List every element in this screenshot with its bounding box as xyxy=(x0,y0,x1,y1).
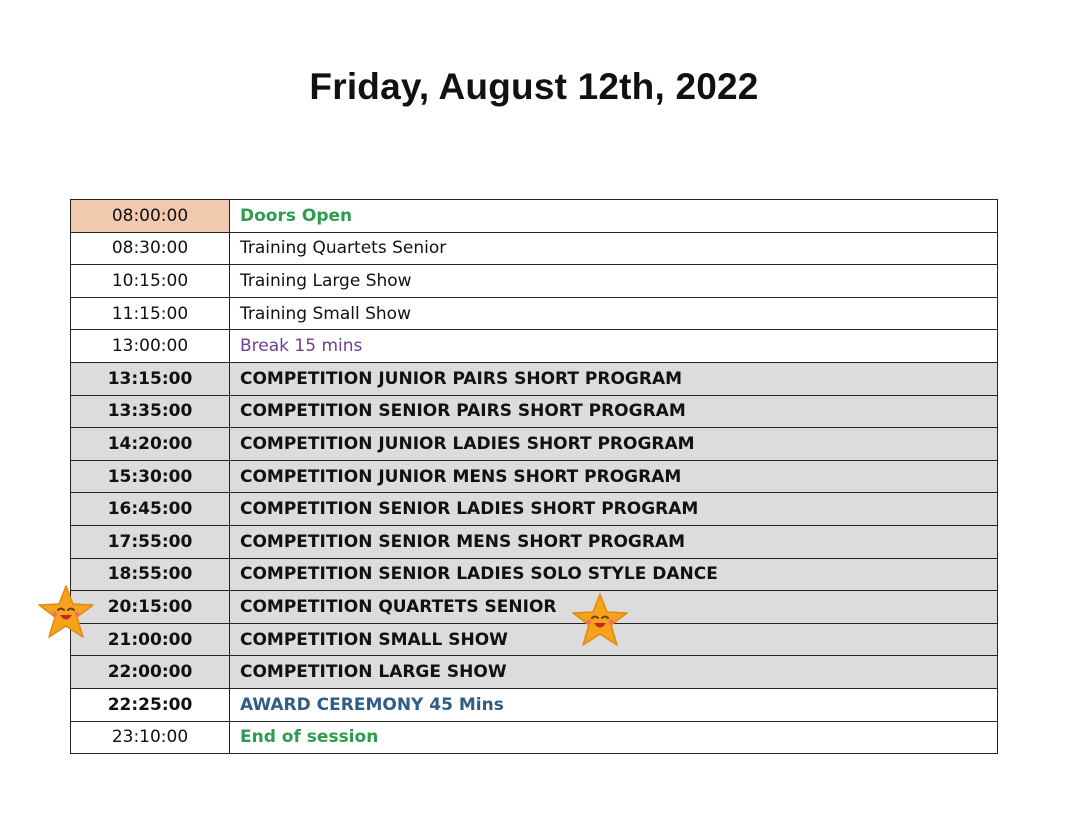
time-cell: 16:45:00 xyxy=(71,493,230,526)
time-cell: 13:35:00 xyxy=(71,395,230,428)
event-cell: COMPETITION SENIOR PAIRS SHORT PROGRAM xyxy=(230,395,998,428)
star-emoji-icon xyxy=(36,583,96,643)
page-title: Friday, August 12th, 2022 xyxy=(309,66,759,107)
event-cell: COMPETITION SENIOR LADIES SHORT PROGRAM xyxy=(230,493,998,526)
time-cell: 17:55:00 xyxy=(71,525,230,558)
table-row xyxy=(71,721,998,754)
time-cell: 08:00:00 xyxy=(71,200,230,233)
table-row xyxy=(71,200,998,233)
time-cell: 13:15:00 xyxy=(71,362,230,395)
table-row xyxy=(71,558,998,591)
time-cell: 11:15:00 xyxy=(71,297,230,330)
event-cell: COMPETITION SENIOR LADIES SOLO STYLE DANCE xyxy=(230,558,998,591)
time-cell: 20:15:00 xyxy=(71,591,230,624)
time-cell: 14:20:00 xyxy=(71,428,230,461)
event-cell: COMPETITION SENIOR MENS SHORT PROGRAM xyxy=(230,525,998,558)
event-cell: Training Small Show xyxy=(230,297,998,330)
table-row xyxy=(71,265,998,298)
table-row xyxy=(71,362,998,395)
time-cell: 22:25:00 xyxy=(71,688,230,721)
table-row xyxy=(71,460,998,493)
event-cell: End of session xyxy=(230,721,998,754)
time-cell: 21:00:00 xyxy=(71,623,230,656)
star-emoji-icon xyxy=(570,591,630,651)
time-cell: 22:00:00 xyxy=(71,656,230,689)
event-cell: Break 15 mins xyxy=(230,330,998,363)
schedule-table xyxy=(70,199,998,754)
table-row xyxy=(71,395,998,428)
event-cell: Training Quartets Senior xyxy=(230,232,998,265)
event-cell: Doors Open xyxy=(230,200,998,233)
event-cell: COMPETITION SMALL SHOW xyxy=(230,623,998,656)
table-row xyxy=(71,330,998,363)
time-cell: 13:00:00 xyxy=(71,330,230,363)
table-row xyxy=(71,656,998,689)
time-cell: 18:55:00 xyxy=(71,558,230,591)
event-cell: COMPETITION JUNIOR MENS SHORT PROGRAM xyxy=(230,460,998,493)
event-cell: COMPETITION JUNIOR LADIES SHORT PROGRAM xyxy=(230,428,998,461)
event-cell: COMPETITION JUNIOR PAIRS SHORT PROGRAM xyxy=(230,362,998,395)
event-cell: Training Large Show xyxy=(230,265,998,298)
table-row xyxy=(71,232,998,265)
table-row xyxy=(71,591,998,624)
time-cell: 08:30:00 xyxy=(71,232,230,265)
table-row xyxy=(71,623,998,656)
time-cell: 15:30:00 xyxy=(71,460,230,493)
table-row xyxy=(71,428,998,461)
table-row xyxy=(71,493,998,526)
event-cell: AWARD CEREMONY 45 Mins xyxy=(230,688,998,721)
table-row xyxy=(71,297,998,330)
time-cell: 23:10:00 xyxy=(71,721,230,754)
time-cell: 10:15:00 xyxy=(71,265,230,298)
event-cell: COMPETITION QUARTETS SENIOR xyxy=(230,591,998,624)
table-row xyxy=(71,525,998,558)
table-row xyxy=(71,688,998,721)
event-cell: COMPETITION LARGE SHOW xyxy=(230,656,998,689)
